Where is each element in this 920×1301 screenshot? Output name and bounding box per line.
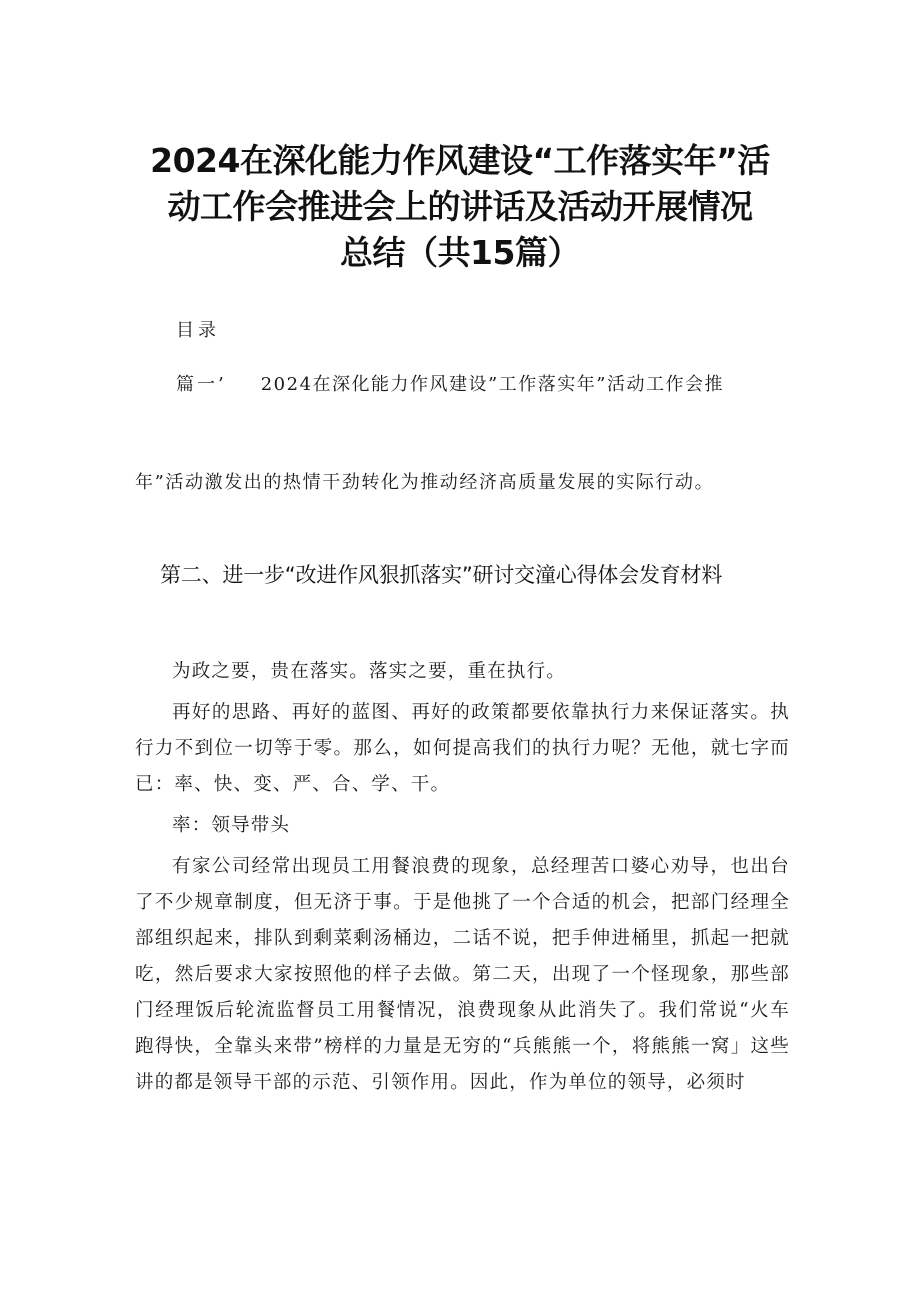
paragraph: 为政之要，贵在落实。落实之要，重在执行。 [172, 661, 567, 682]
title-line-3: 总结（共15篇） [340, 233, 580, 272]
title-line-1: 2024在深化能力作风建设“工作落实年”活 [150, 141, 770, 180]
paragraph: 再好的思路、再好的蓝图、再好的政策都要依靠执行力来保证落实。执行力不到位一切等于零。那么，如何提高我们的执行力呢？无他，就七字而已：率、快、变、严、合、学、干。 [135, 702, 790, 795]
document-body [135, 654, 790, 1101]
toc-entry-index: 篇一’ [176, 374, 227, 395]
toc-entry-text: 2024在深化能力作风建设”工作落实年”活动工作会推 [260, 374, 724, 395]
toc-label: 目录 [176, 320, 220, 341]
section-heading: 第二、进一步“改进作风狠抓落实”研讨交潼心得体会发育材料 [160, 563, 723, 587]
toc-entry[interactable] [176, 370, 724, 396]
document-title [130, 138, 790, 276]
toc-continuation: 年”活动激发出的热情干劲转化为推动经济高质量发展的实际行动。 [135, 472, 715, 493]
paragraph-subheading: 率：领导带头 [172, 815, 291, 836]
paragraph: 有家公司经常出现员工用餐浪费的现象，总经理苦口婆心劝导，也出台了不少规章制度，但无济于事。于是他挑了一个合适的机会，把部门经理全部组织起来，排队到剩菜剩汤桶边，二话不说，把手伸进桶里，抓起一把就吃，然后要求大家按照他的样子去做。第二天，出现了一个怪现象，那些部门经理饭后轮流监督员工用餐情况，浪费现象从此消失了。我们常说“火车跑得快，全靠头来带”榜样的力量是无穷的“兵熊熊一个，将熊熊一窝」这些讲的都是领导干部的示范、引领作用。因此，作为单位的领导，必须时 [135, 856, 790, 1093]
title-line-2: 动工作会推进会上的讲话及活动开展情况 [167, 187, 753, 226]
